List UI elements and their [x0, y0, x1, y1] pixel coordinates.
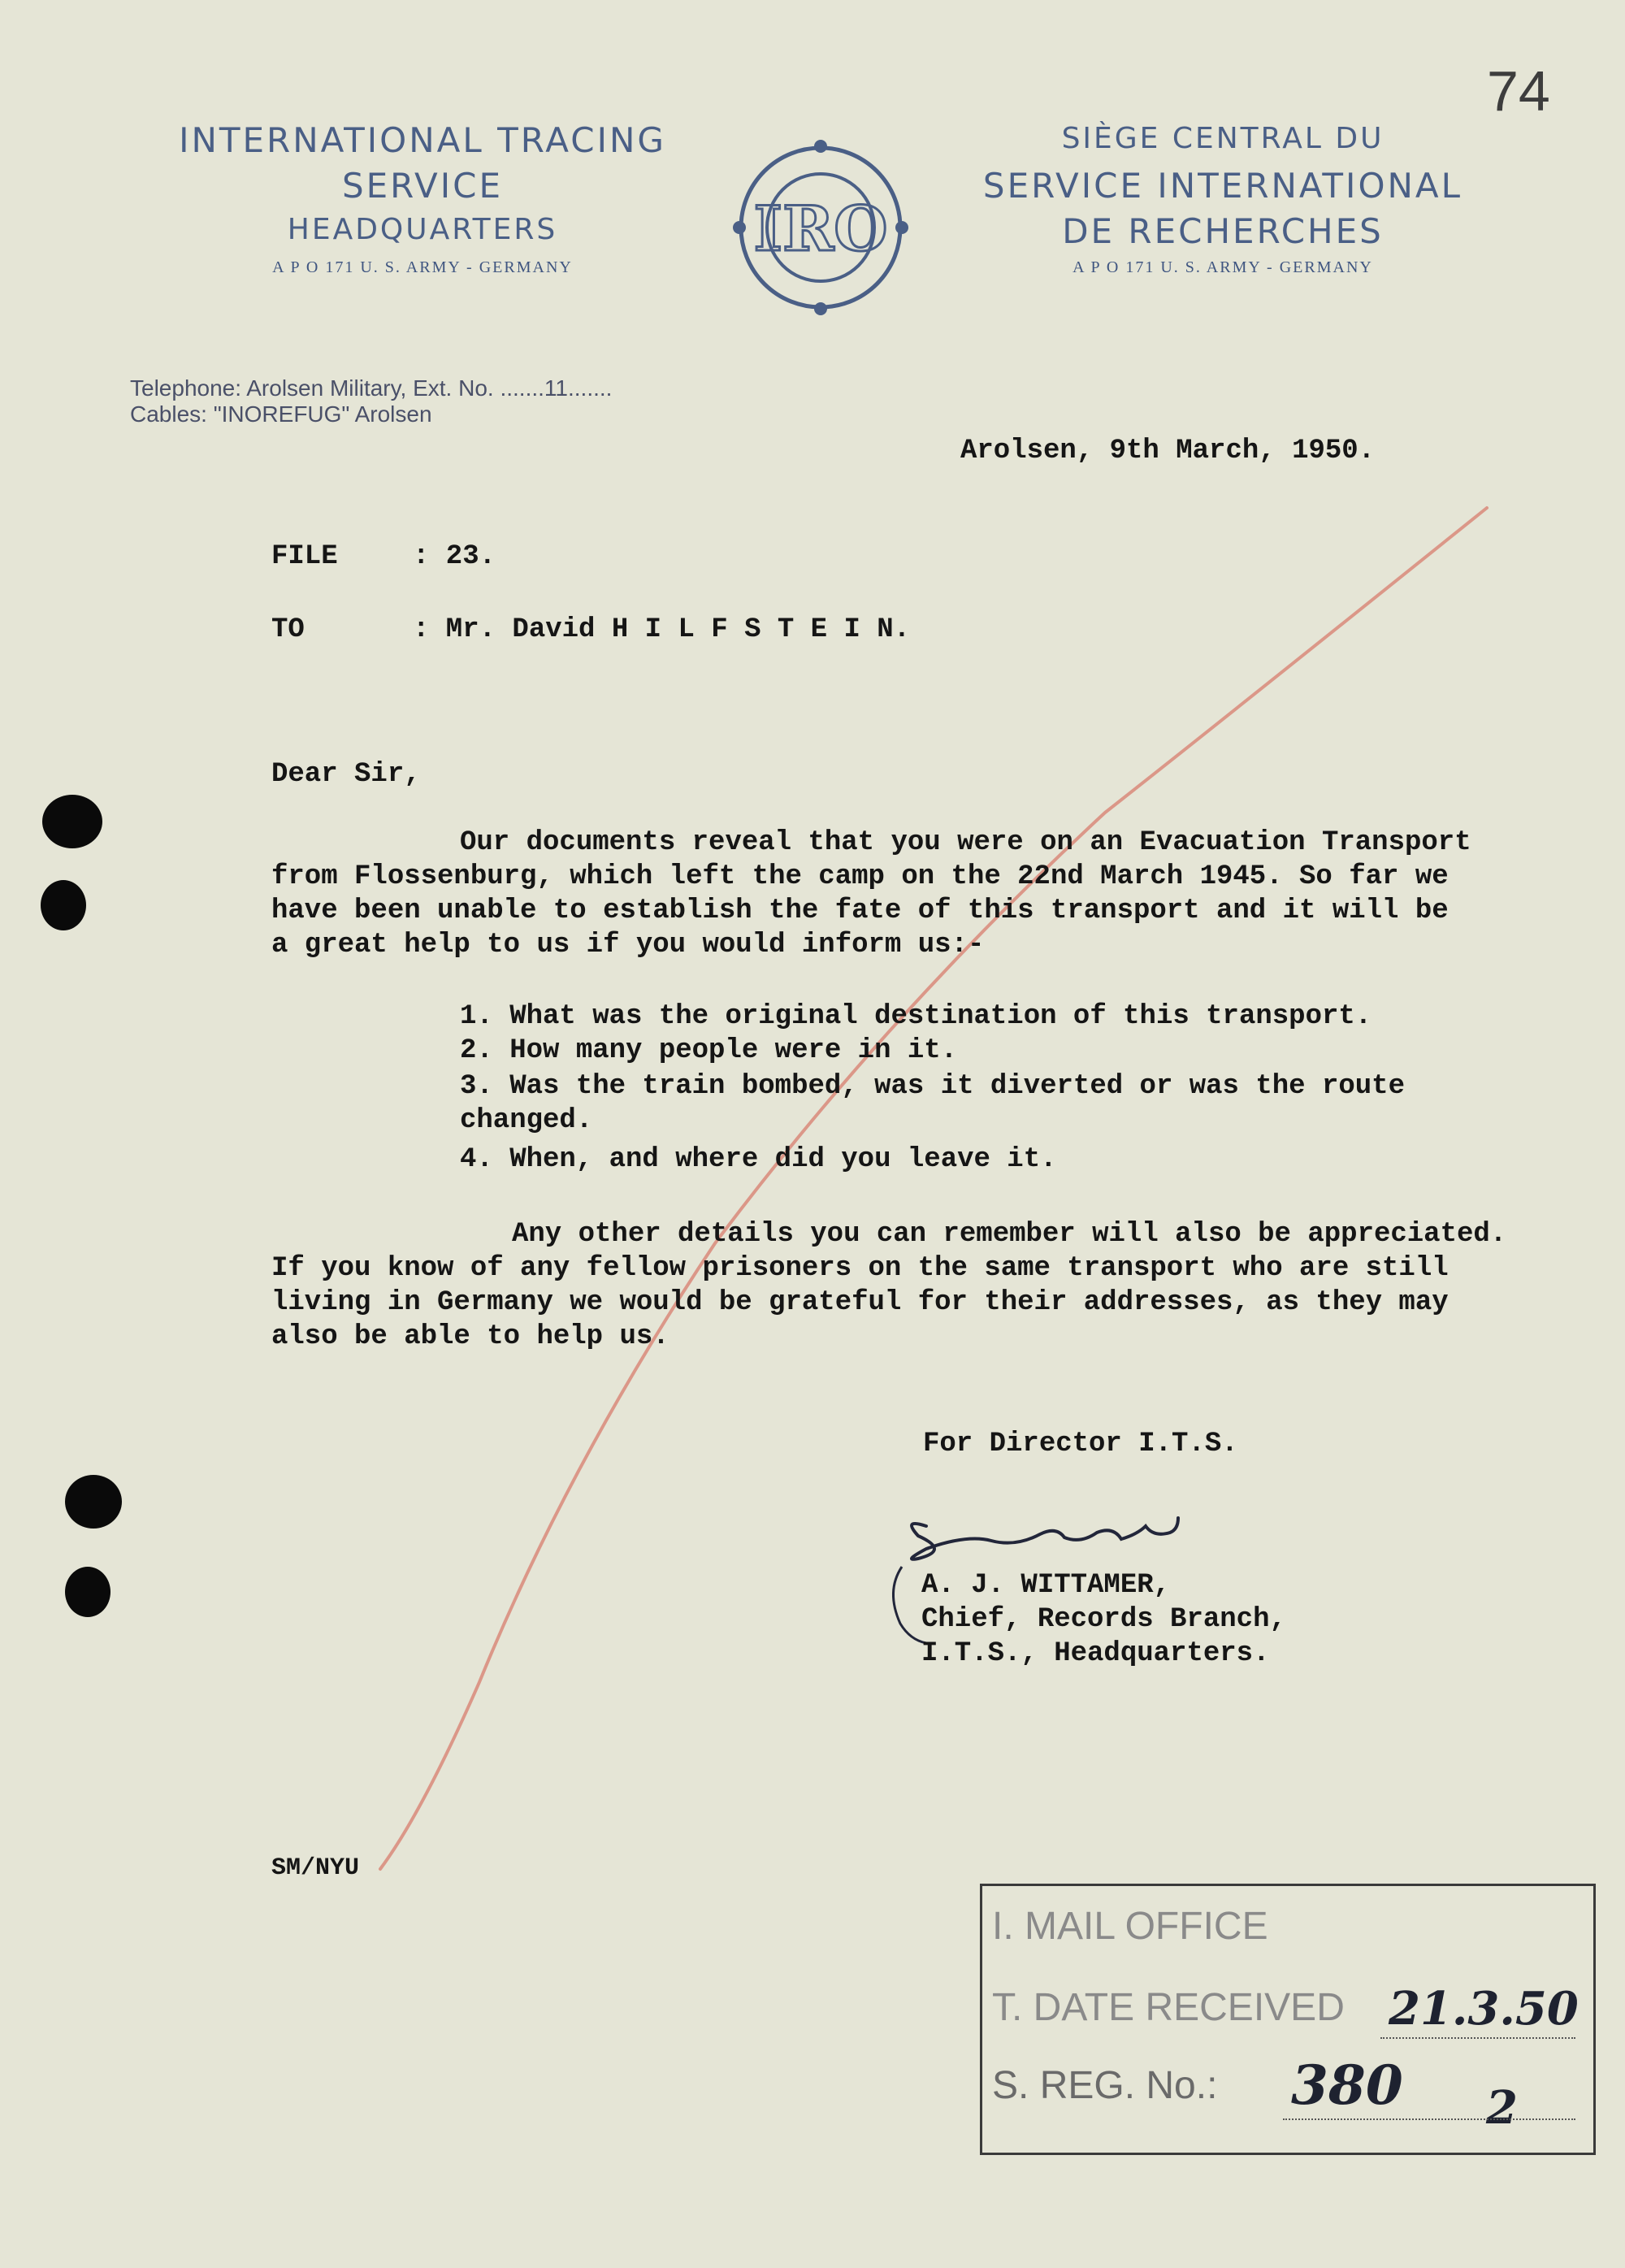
for-director: For Director I.T.S.	[923, 1429, 1238, 1459]
signatory-name: A. J. WITTAMER,	[921, 1570, 1171, 1601]
stamp-extra-mark: 2	[1486, 2081, 1518, 2135]
stamp-date-value: 21.3.50	[1389, 1982, 1579, 2036]
letterhead-left-line1: INTERNATIONAL TRACING	[179, 120, 666, 160]
question-item: 2. How many people were in it.	[460, 1035, 958, 1066]
telephone-line: Telephone: Arolsen Military, Ext. No. .......11.......	[130, 375, 613, 401]
closing-line: Any other details you can remember will also be appreciated.	[512, 1219, 1507, 1250]
closing-line: If you know of any fellow prisoners on the same transport who are still	[271, 1253, 1449, 1284]
stamp-row-mail-office: I. MAIL OFFICE	[992, 1905, 1268, 1948]
signatory-title: Chief, Records Branch,	[921, 1604, 1286, 1635]
body-line: Our documents reveal that you were on an Evacuation Transport	[460, 827, 1471, 858]
body-line: a great help to us if you would inform us:-	[271, 930, 985, 961]
stamp-reg-underline	[1283, 2118, 1575, 2120]
letterhead-left-address: A P O 171 U. S. ARMY - GERMANY	[272, 258, 573, 276]
letterhead-right-line1: SIÈGE CENTRAL DU	[1061, 122, 1384, 155]
letterhead-left-line2: SERVICE	[341, 166, 504, 206]
question-item: changed.	[460, 1105, 593, 1136]
stamp-reg-value: 380	[1291, 2053, 1403, 2117]
cables-line: Cables: "INOREFUG" Arolsen	[130, 401, 432, 427]
date-line: Arolsen, 9th March, 1950.	[960, 436, 1376, 466]
to-value: : Mr. David H I L F S T E I N.	[413, 614, 911, 645]
reference-initials: SM/NYU	[271, 1854, 360, 1882]
letterhead-right-address: A P O 171 U. S. ARMY - GERMANY	[1072, 258, 1373, 276]
salutation: Dear Sir,	[271, 759, 421, 790]
to-label: TO	[271, 614, 305, 645]
mail-office-stamp	[980, 1884, 1596, 2155]
file-label: FILE	[271, 541, 338, 572]
signatory-org: I.T.S., Headquarters.	[921, 1638, 1270, 1669]
file-value: : 23.	[413, 541, 496, 572]
closing-line: also be able to help us.	[271, 1321, 670, 1352]
closing-line: living in Germany we would be grateful for their addresses, as they may	[271, 1287, 1449, 1318]
stamp-row-reg-no: S. REG. No.:	[992, 2064, 1218, 2107]
letterhead-right-line3: DE RECHERCHES	[1062, 211, 1384, 251]
svg-text:IRO: IRO	[753, 193, 888, 265]
stamp-date-underline	[1380, 2037, 1575, 2039]
body-line: have been unable to establish the fate of this transport and it will be	[271, 895, 1449, 926]
question-item: 4. When, and where did you leave it.	[460, 1144, 1057, 1175]
question-item: 3. Was the train bombed, was it diverted or was the route	[460, 1071, 1405, 1102]
iro-emblem-icon	[731, 130, 910, 325]
question-item: 1. What was the original destination of this transport.	[460, 1001, 1372, 1032]
stamp-row-date-received: T. DATE RECEIVED	[992, 1986, 1345, 2029]
letterhead-right-line2: SERVICE INTERNATIONAL	[982, 166, 1463, 206]
letterhead-left-line3: HEADQUARTERS	[287, 213, 558, 246]
page-number: 74	[1487, 59, 1550, 123]
body-line: from Flossenburg, which left the camp on the 22nd March 1945. So far we	[271, 861, 1449, 892]
